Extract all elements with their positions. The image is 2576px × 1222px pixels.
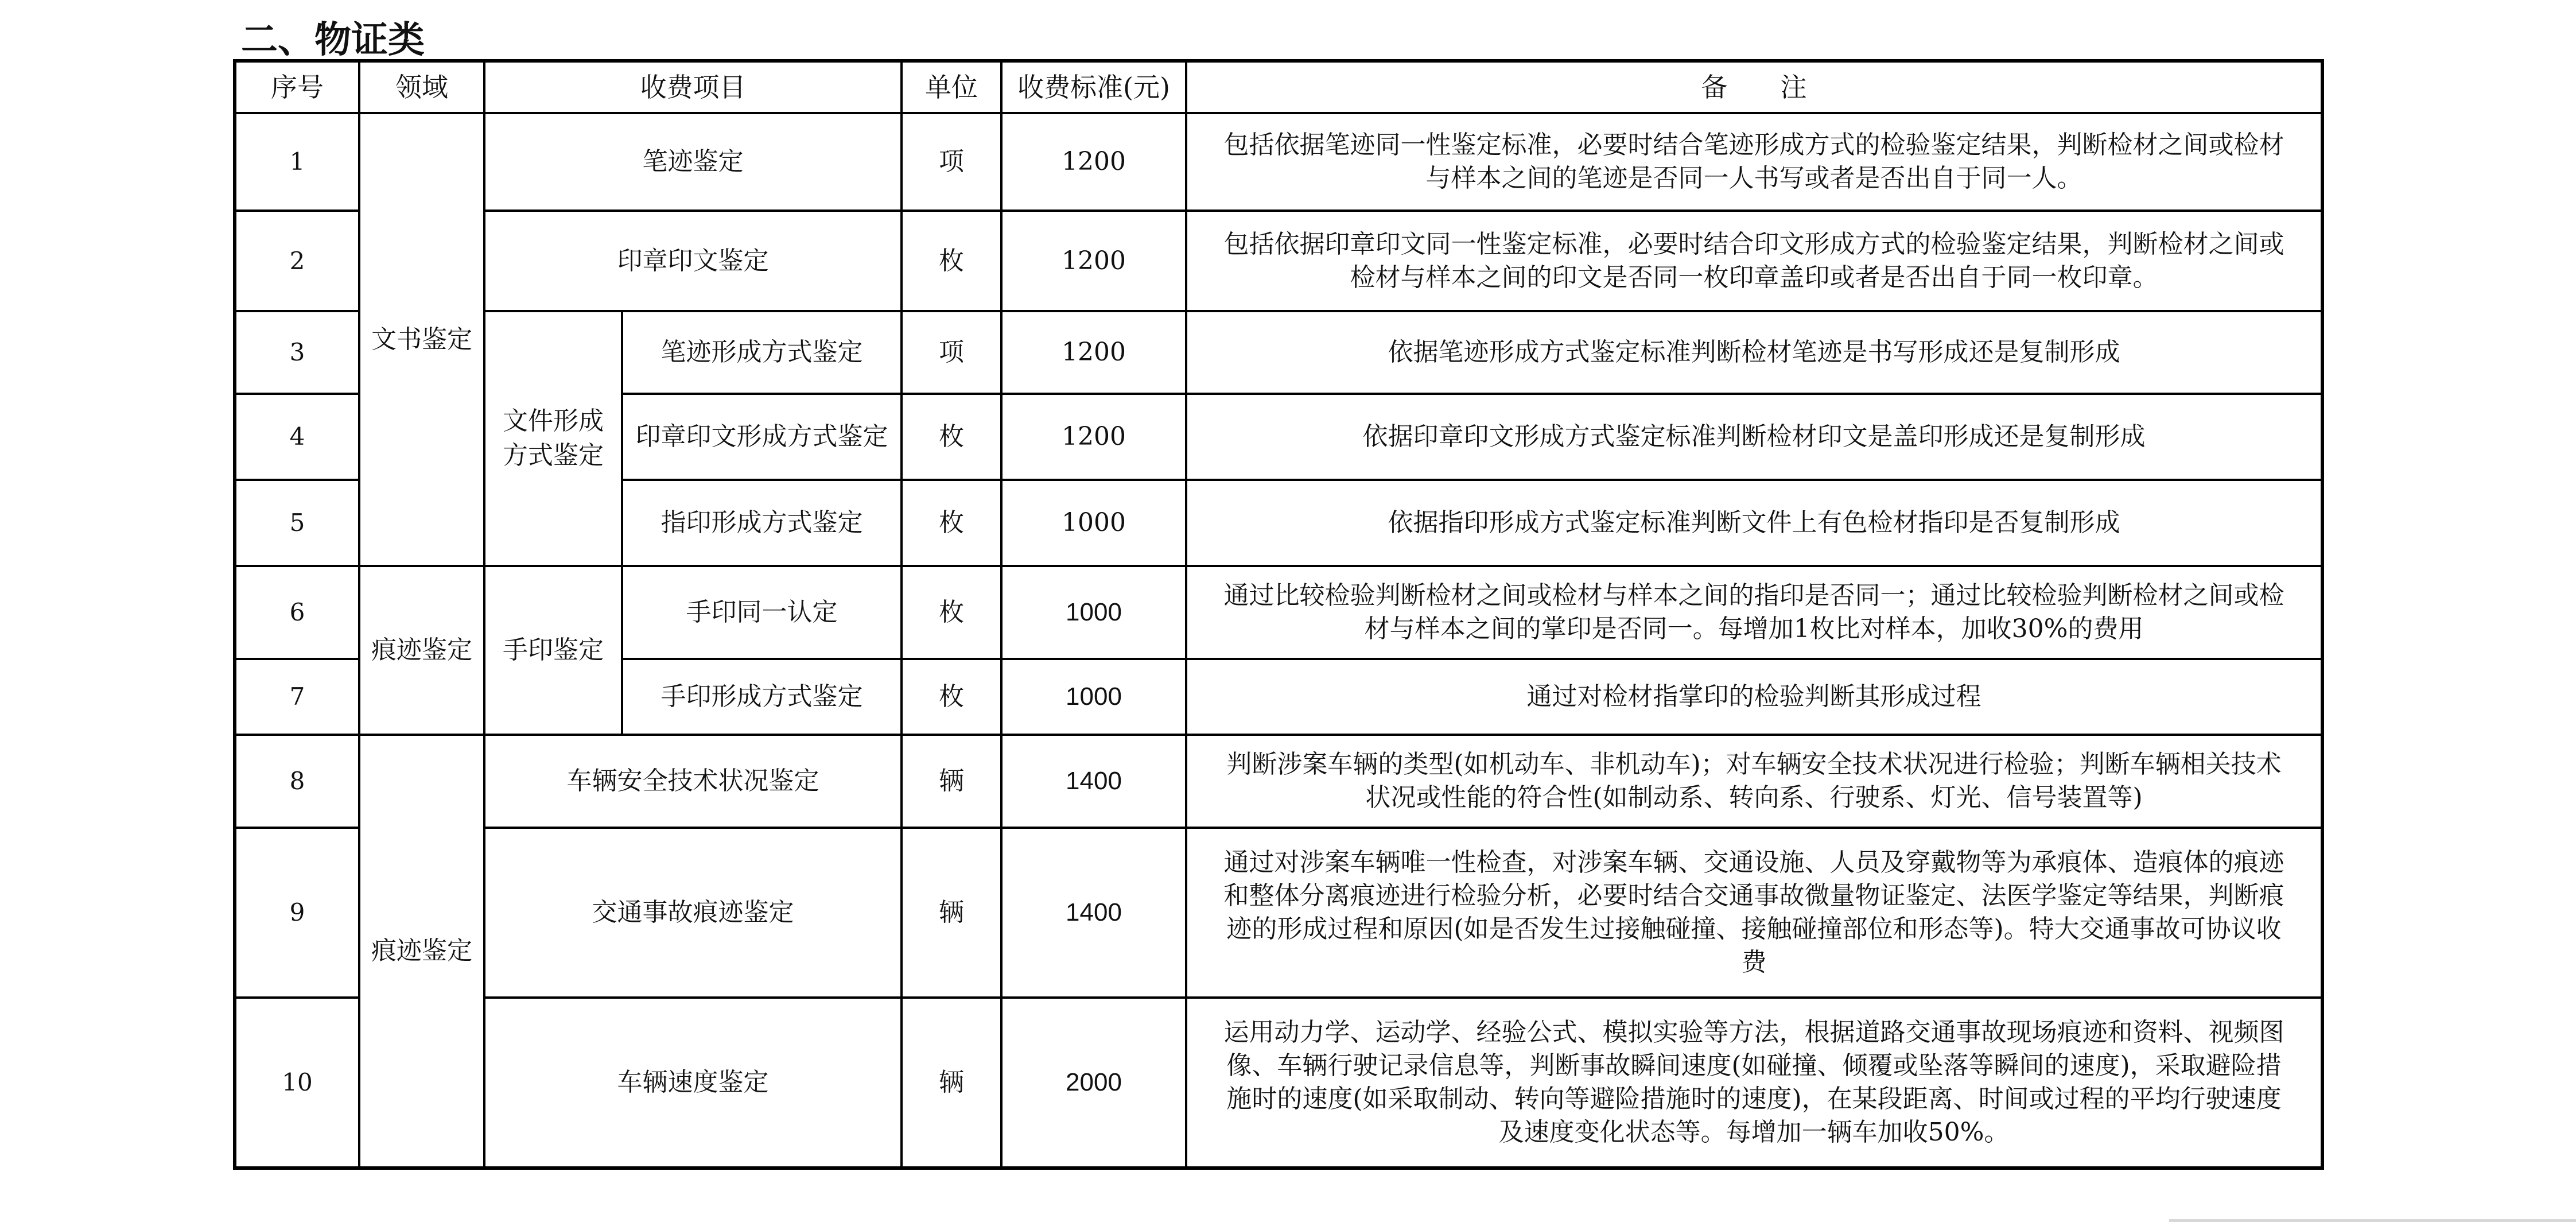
row-item: 指印形成方式鉴定: [622, 480, 902, 566]
row-seq: 7: [235, 659, 359, 735]
header-seq: 序号: [235, 61, 359, 113]
row-item: 印章印文鉴定: [484, 211, 902, 311]
fee-table: [233, 59, 2324, 1170]
header-note: 备 注: [1186, 61, 2322, 113]
domain-trace-vehicle: 痕迹鉴定: [359, 735, 484, 1168]
row-unit: 枚: [902, 480, 1001, 566]
row-unit: 枚: [902, 566, 1001, 659]
row-note: 依据印章印文形成方式鉴定标准判断检材印文是盖印形成还是复制形成: [1186, 394, 2322, 480]
row-price: 1000: [1001, 566, 1186, 659]
row-note: 判断涉案车辆的类型(如机动车、非机动车)；对车辆安全技术状况进行检验；判断车辆相关技术状况或性能的符合性(如制动系、转向系、行驶系、灯光、信号装置等): [1186, 735, 2322, 828]
row-unit: 辆: [902, 828, 1001, 998]
row-item: 笔迹鉴定: [484, 113, 902, 211]
row-unit: 枚: [902, 394, 1001, 480]
header-price: 收费标准(元): [1001, 61, 1186, 113]
row-price: 1400: [1001, 735, 1186, 828]
row-unit: 辆: [902, 998, 1001, 1168]
row-note: 通过对检材指掌印的检验判断其形成过程: [1186, 659, 2322, 735]
table-row: [235, 211, 2322, 311]
row-unit: 项: [902, 311, 1001, 394]
row-note: 依据指印形成方式鉴定标准判断文件上有色检材指印是否复制形成: [1186, 480, 2322, 566]
table-header-row: [235, 61, 2322, 113]
row-note: 通过对涉案车辆唯一性检查，对涉案车辆、交通设施、人员及穿戴物等为承痕体、造痕体的痕迹和整体分离痕迹进行检验分析，必要时结合交通事故微量物证鉴定、法医学鉴定等结果，判断痕迹的形成过程和原因(如是否发生过接触碰撞、接触碰撞部位和形态等)。特大交通事故可协议收费: [1186, 828, 2322, 998]
table-row: [235, 311, 2322, 394]
row-seq: 6: [235, 566, 359, 659]
row-item: 笔迹形成方式鉴定: [622, 311, 902, 394]
row-seq: 1: [235, 113, 359, 211]
row-seq: 2: [235, 211, 359, 311]
row-seq: 3: [235, 311, 359, 394]
row-unit: 项: [902, 113, 1001, 211]
row-seq: 8: [235, 735, 359, 828]
table-row: [235, 566, 2322, 659]
row-unit: 枚: [902, 211, 1001, 311]
row-note: 运用动力学、运动学、经验公式、模拟实验等方法，根据道路交通事故现场痕迹和资料、视频图像、车辆行驶记录信息等，判断事故瞬间速度(如碰撞、倾覆或坠落等瞬间的速度)，采取避险措施时的速度(如采取制动、转向等避险措施时的速度)，在某段距离、时间或过程的平均行驶速度及速度变化状态等。每增加一辆车加收50%。: [1186, 998, 2322, 1168]
row-seq: 9: [235, 828, 359, 998]
row-price: 1000: [1001, 480, 1186, 566]
row-seq: 5: [235, 480, 359, 566]
table-row: [235, 828, 2322, 998]
row-price: 2000: [1001, 998, 1186, 1168]
header-unit: 单位: [902, 61, 1001, 113]
header-domain: 领域: [359, 61, 484, 113]
row-price: 1200: [1001, 394, 1186, 480]
group-doc-formation: 文件形成方式鉴定: [484, 311, 622, 566]
row-price: 1200: [1001, 113, 1186, 211]
row-unit: 枚: [902, 659, 1001, 735]
row-price: 1400: [1001, 828, 1186, 998]
row-price: 1200: [1001, 311, 1186, 394]
group-hand-print: 手印鉴定: [484, 566, 622, 735]
row-item: 交通事故痕迹鉴定: [484, 828, 902, 998]
header-item: 收费项目: [484, 61, 902, 113]
row-item: 印章印文形成方式鉴定: [622, 394, 902, 480]
table-row: [235, 735, 2322, 828]
table-row: [235, 998, 2322, 1168]
row-note: 通过比较检验判断检材之间或检材与样本之间的指印是否同一；通过比较检验判断检材之间或检材与样本之间的掌印是否同一。每增加1枚比对样本，加收30%的费用: [1186, 566, 2322, 659]
row-price: 1000: [1001, 659, 1186, 735]
row-item: 手印形成方式鉴定: [622, 659, 902, 735]
row-seq: 10: [235, 998, 359, 1168]
row-item: 手印同一认定: [622, 566, 902, 659]
row-seq: 4: [235, 394, 359, 480]
row-note: 包括依据印章印文同一性鉴定标准，必要时结合印文形成方式的检验鉴定结果，判断检材之间或检材与样本之间的印文是否同一枚印章盖印或者是否出自于同一枚印章。: [1186, 211, 2322, 311]
row-note: 包括依据笔迹同一性鉴定标准，必要时结合笔迹形成方式的检验鉴定结果，判断检材之间或检材与样本之间的笔迹是否同一人书写或者是否出自于同一人。: [1186, 113, 2322, 211]
page-edge-line: [2169, 1219, 2576, 1222]
row-item: 车辆速度鉴定: [484, 998, 902, 1168]
domain-trace-hand: 痕迹鉴定: [359, 566, 484, 735]
row-item: 车辆安全技术状况鉴定: [484, 735, 902, 828]
row-unit: 辆: [902, 735, 1001, 828]
table-row: [235, 113, 2322, 211]
section-title: 二、物证类: [241, 19, 425, 61]
row-note: 依据笔迹形成方式鉴定标准判断检材笔迹是书写形成还是复制形成: [1186, 311, 2322, 394]
row-price: 1200: [1001, 211, 1186, 311]
domain-document: 文书鉴定: [359, 113, 484, 566]
